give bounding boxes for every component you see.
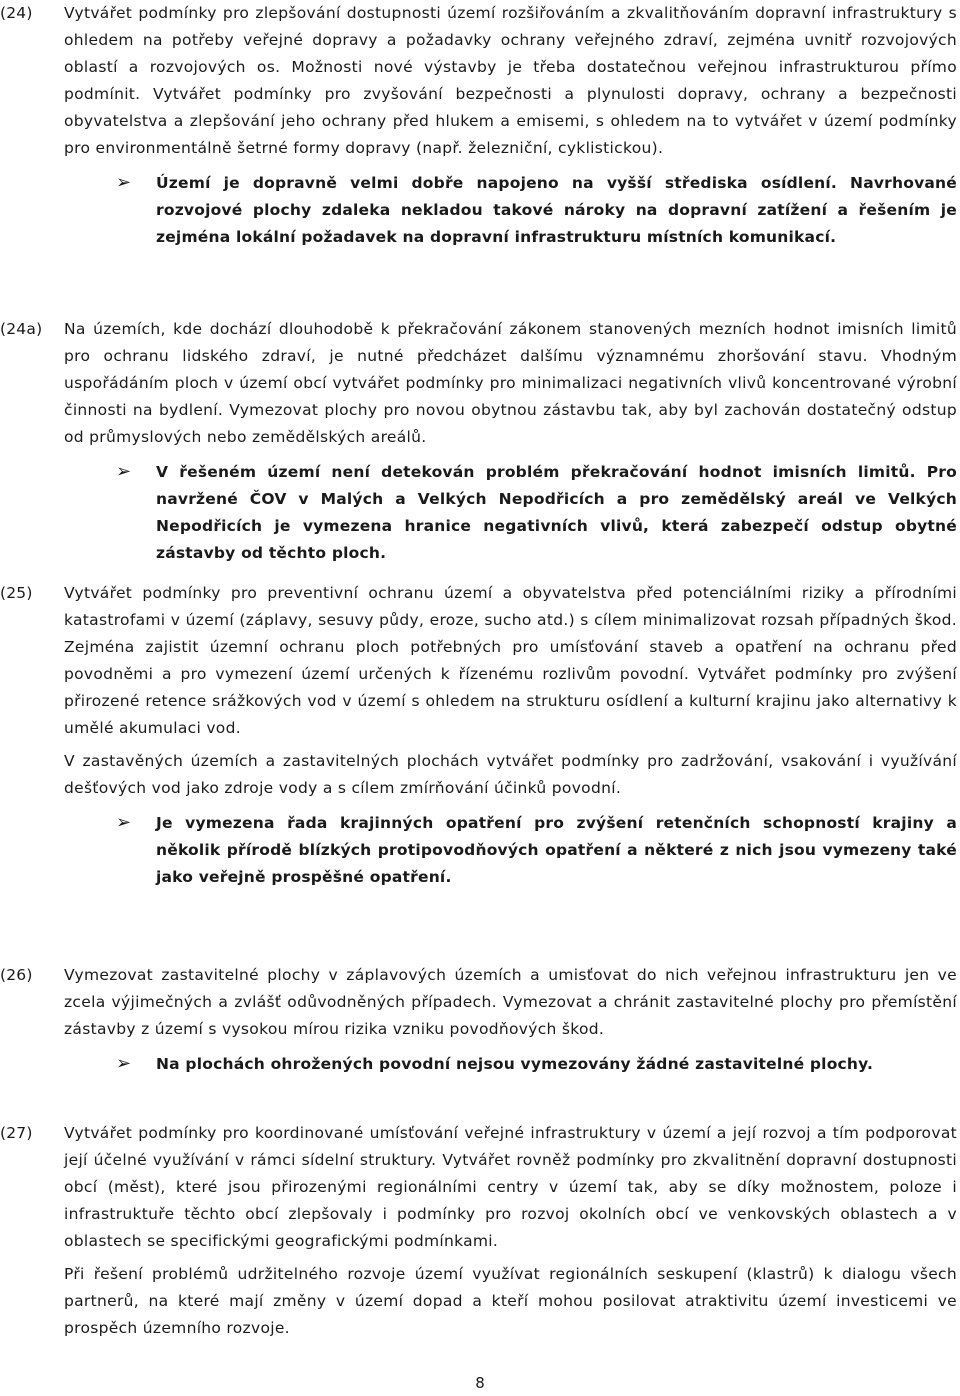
comment-text: Území je dopravně velmi dobře napojeno na vyšší střediska osídlení. Navrhované rozvojové plochy zdaleka nekladou takové nároky na dopravní zatížení a řešením je zejména lokální požadavek na dopravní infrastrukturu místních komunikací.: [156, 174, 957, 246]
arrow-bullet-icon: ➢: [116, 812, 132, 833]
section-paragraph: Vymezovat zastavitelné plochy v záplavových územích a umisťovat do nich veřejnou infrastrukturu jen ve zcela výjimečných a zvlášť odůvodněných případech. Vymezovat a chránit zastavitelné plochy pro přemístění zástavby z území s vysokou mírou rizika vzniku povodňových škod.: [64, 966, 957, 1038]
comment-text: Na plochách ohrožených povodní nejsou vymezovány žádné zastavitelné plochy.: [156, 1055, 874, 1073]
section-paragraph: Při řešení problémů udržitelného rozvoje území využívat regionálních seskupení (klastrů) k dialogu všech partnerů, na které mají změny v území dopad a kteří mohou posilovat atraktivitu území investicemi ve prospěch územního rozvoje.: [64, 1265, 957, 1337]
section-number: (24): [0, 4, 33, 22]
section-paragraph: Vytvářet podmínky pro zlepšování dostupnosti území rozšiřováním a zkvalitňováním dopravní infrastruktury s ohledem na potřeby veřejné dopravy a požadavky ochrany veřejného zdraví, zejména uvnitř rozvojových oblastí a rozvojových os. Možnosti nové výstavby je třeba dostatečnou veřejnou infrastrukturou přímo podmínit. Vytvářet podmínky pro zvyšování bezpečnosti a plynulosti dopravy, ochrany a bezpečnosti obyvatelstva a zlepšování jeho ochrany před hlukem a emisemi, s ohledem na to vytvářet v území podmínky pro environmentálně šetrné formy dopravy (např. železniční, cyklistickou).: [64, 4, 957, 157]
page-number: 8: [475, 1374, 485, 1392]
comment-text: Je vymezena řada krajinných opatření pro zvýšení retenčních schopností krajiny a několik přírodě blízkých protipovodňových opatření a některé z nich jsou vymezeny také jako veřejně prospěšné opatření.: [156, 814, 957, 886]
section-number: (25): [0, 584, 33, 602]
arrow-bullet-icon: ➢: [116, 172, 132, 193]
comment-bullet: [116, 170, 957, 251]
section-paragraph: Vytvářet podmínky pro preventivní ochranu území a obyvatelstva před potenciálními riziky a přírodními katastrofami v území (záplavy, sesuvy půdy, eroze, sucho atd.) s cílem minimalizovat rozsah případných škod. Zejména zajistit územní ochranu ploch potřebných pro umísťování staveb a opatření na ochranu před povodněmi a pro vymezení území určených k řízenému rozlivům povodní. Vytvářet podmínky pro zvýšení přirozené retence srážkových vod v území s ohledem na strukturu osídlení a kulturní krajinu jako alternativy k umělé akumulaci vod.: [64, 584, 957, 737]
section-number: (24a): [0, 320, 43, 338]
section-24a: [0, 316, 960, 567]
section-number: (26): [0, 966, 33, 984]
arrow-bullet-icon: ➢: [116, 1053, 132, 1074]
section-25: [0, 580, 960, 891]
comment-bullet: [116, 459, 957, 567]
comment-bullet: [116, 1051, 957, 1078]
section-paragraph: V zastavěných územích a zastavitelných plochách vytvářet podmínky pro zadržování, vsakování i využívání dešťových vod jako zdroje vody a s cílem zmírňování účinků povodní.: [64, 752, 957, 797]
section-24: [0, 0, 960, 251]
comment-text: V řešeném území není detekován problém překračování hodnot imisních limitů. Pro navržené ČOV v Malých a Velkých Nepodřicích a pro zemědělský areál ve Velkých Nepodřicích je vymezena hranice negativních vlivů, která zabezpečí odstup obytné zástavby od těchto ploch.: [156, 463, 957, 562]
section-number: (27): [0, 1124, 33, 1142]
section-27: [0, 1120, 960, 1342]
comment-bullet: [116, 810, 957, 891]
arrow-bullet-icon: ➢: [116, 461, 132, 482]
section-26: [0, 962, 960, 1078]
section-paragraph: Vytvářet podmínky pro koordinované umísťování veřejné infrastruktury v území a její rozvoj a tím podporovat její účelné využívání v rámci sídelní struktury. Vytvářet rovněž podmínky pro zkvalitnění dopravní dostupnosti obcí (měst), které jsou přirozenými regionálními centry v území tak, aby se díky možnostem, poloze i infrastruktuře těchto obcí zlepšovaly i podmínky pro rozvoj okolních obcí ve venkovských oblastech a v oblastech se specifickými geografickými podmínkami.: [64, 1124, 957, 1250]
section-paragraph: Na územích, kde dochází dlouhodobě k překračování zákonem stanovených mezních hodnot imisních limitů pro ochranu lidského zdraví, je nutné předcházet dalšímu významnému zhoršování stavu. Vhodným uspořádáním ploch v území obcí vytvářet podmínky pro minimalizaci negativních vlivů koncentrované výrobní činnosti na bydlení. Vymezovat plochy pro novou obytnou zástavbu tak, aby byl zachován dostatečný odstup od průmyslových nebo zemědělských areálů.: [64, 320, 957, 446]
